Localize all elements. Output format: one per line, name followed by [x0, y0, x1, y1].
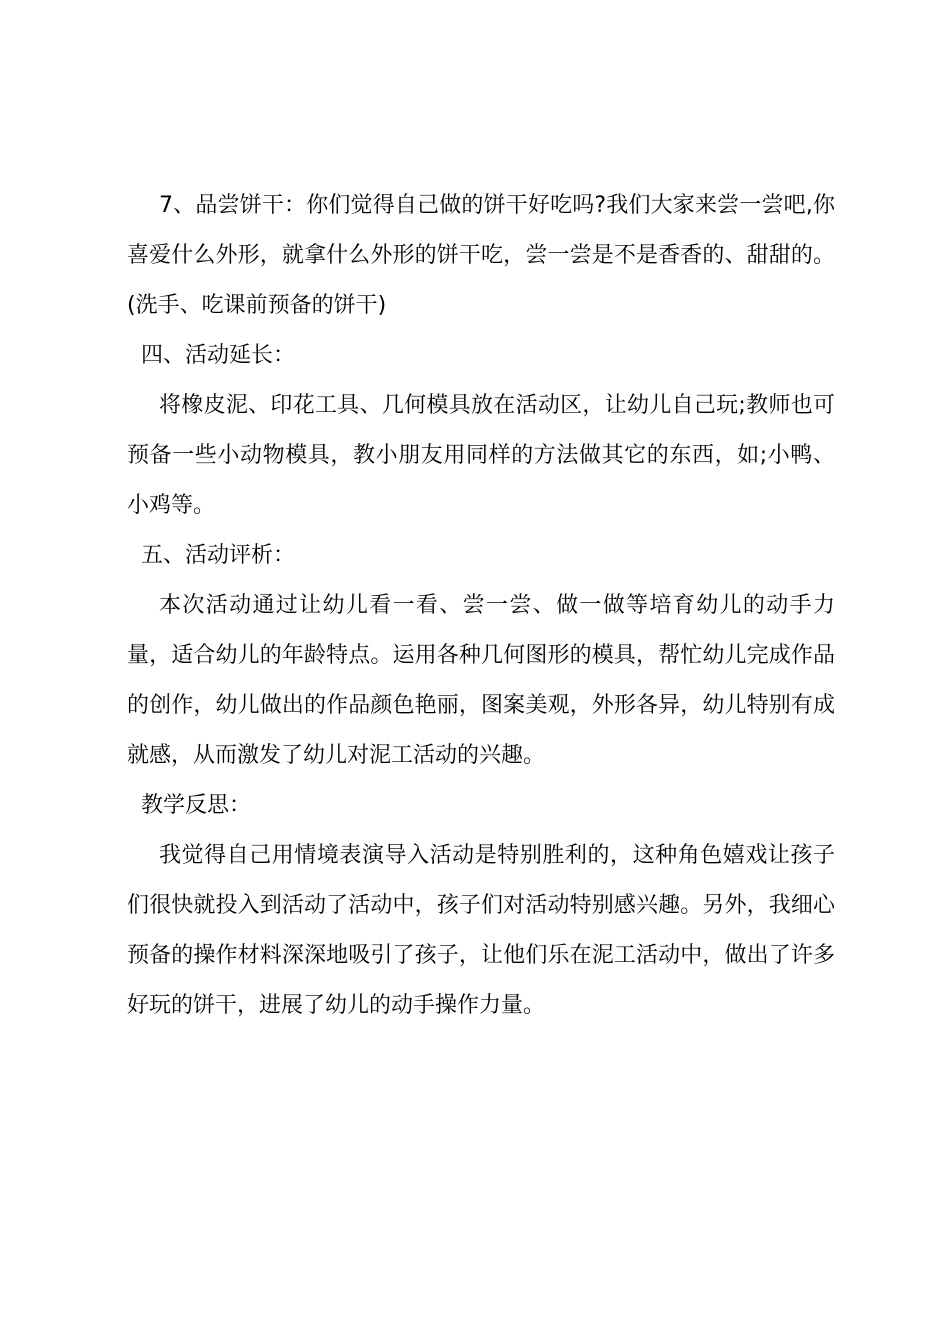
document-body: [127, 181, 835, 1031]
paragraph-activity-analysis: 本次活动通过让幼儿看一看、尝一尝、做一做等培育幼儿的动手力量，适合幼儿的年龄特点。运用各种几何图形的模具，帮忙幼儿完成作品的创作，幼儿做出的作品颜色艳丽，图案美观，外形各异，幼儿特别有成就感，从而激发了幼儿对泥工活动的兴趣。: [127, 593, 835, 768]
heading-activity-extension: 四、活动延长：: [141, 343, 296, 368]
paragraph-taste-cookies: 7、品尝饼干：你们觉得自己做的饼干好吃吗?我们大家来尝一尝吧,你喜爱什么外形，就拿什么外形的饼干吃，尝一尝是不是香香的、甜甜的。(洗手、吃课前预备的饼干): [127, 193, 835, 318]
paragraph-activity-extension: 将橡皮泥、印花工具、几何模具放在活动区，让幼儿自己玩;教师也可预备一些小动物模具，教小朋友用同样的方法做其它的东西，如;小鸭、小鸡等。: [127, 393, 835, 518]
heading-teaching-reflection: 教学反思：: [141, 793, 252, 818]
paragraph-teaching-reflection: 我觉得自己用情境表演导入活动是特别胜利的，这种角色嬉戏让孩子们很快就投入到活动了活动中，孩子们对活动特别感兴趣。另外，我细心预备的操作材料深深地吸引了孩子，让他们乐在泥工活动中，做出了许多好玩的饼干，进展了幼儿的动手操作力量。: [127, 843, 835, 1018]
heading-activity-analysis: 五、活动评析：: [141, 543, 296, 568]
